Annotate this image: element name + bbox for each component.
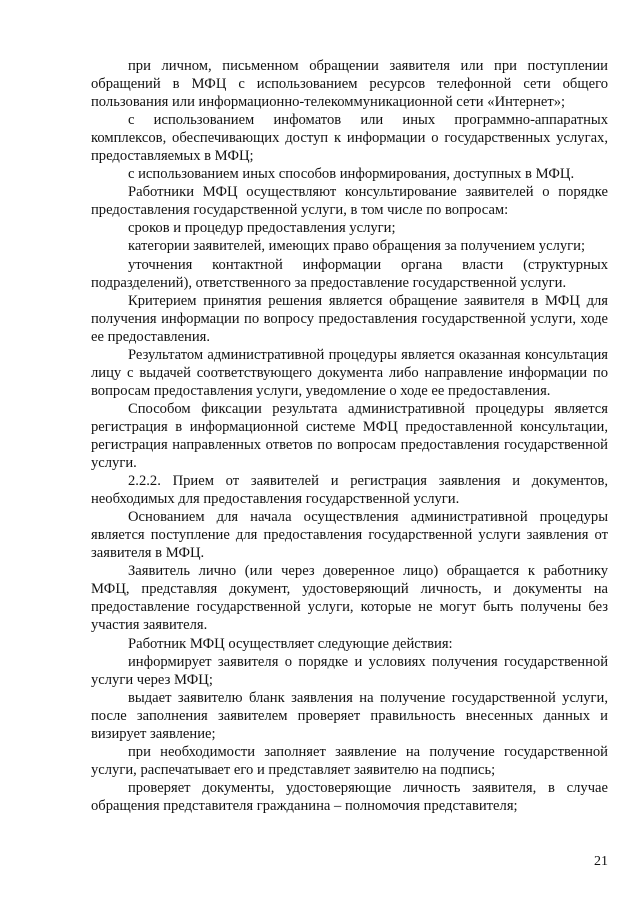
paragraph-informs-applicant: информирует заявителя о порядке и условиях получения государственной услуги через МФЦ;	[91, 653, 608, 688]
paragraph-inquiry-channels: при личном, письменном обращении заявителя или при поступлении обращений в МФЦ с использованием ресурсов телефонной сети общего пользования или информационно-телекоммуникационной сети «Интернет»;	[91, 58, 608, 111]
paragraph-issues-form: выдает заявителю бланк заявления на получение государственной услуги, после заполнения заявителем проверяет правильность внесенных данных и визирует заявление;	[91, 689, 608, 742]
document-body	[91, 57, 608, 815]
paragraph-applicant-submission: Заявитель лично (или через доверенное лицо) обращается к работнику МФЦ, представляя документ, удостоверяющий личность, и документы на предоставление государственной услуги, которые не могут быть получены без участия заявителя.	[91, 563, 608, 634]
section-heading-2-2-2: 2.2.2. Прием от заявителей и регистрация заявления и документов, необходимых для предоставления государственной услуги.	[91, 473, 608, 508]
paragraph-worker-actions: Работник МФЦ осуществляет следующие действия:	[128, 635, 453, 652]
paragraph-consulting: Работники МФЦ осуществляют консультирование заявителей о порядке предоставления государственной услуги, в том числе по вопросам:	[91, 184, 608, 219]
paragraph-fills-application: при необходимости заполняет заявление на получение государственной услуги, распечатывает его и представляет заявителю на подпись;	[91, 743, 608, 778]
paragraph-applicant-categories: категории заявителей, имеющих право обращения за получением услуги;	[128, 238, 586, 255]
paragraph-contact-info: уточнения контактной информации органа власти (структурных подразделений), ответственного за предоставление государственной услуги.	[91, 256, 608, 291]
paragraph-deadlines: сроков и процедур предоставления услуги;	[128, 220, 396, 237]
paragraph-checks-documents: проверяет документы, удостоверяющие личность заявителя, в случае обращения представителя гражданина – полномочия представителя;	[91, 779, 608, 814]
paragraph-result-recording: Способом фиксации результата административной процедуры является регистрация в информационной системе МФЦ предоставленной консультации, регистрация направленных ответов по вопросам предоставления государственной услуги.	[91, 400, 608, 472]
paragraph-decision-criterion: Критерием принятия решения является обращение заявителя в МФЦ для получения информации по вопросу предоставления государственной услуги, ходе ее предоставления.	[91, 292, 608, 345]
paragraph-procedure-basis: Основанием для начала осуществления административной процедуры является поступление для предоставления государственной услуги заявления от заявителя в МФЦ.	[91, 509, 608, 562]
page-number: 21	[594, 854, 608, 869]
paragraph-procedure-result: Результатом административной процедуры является оказанная консультация лицу с выдачей соответствующего документа либо направление информации по вопросам предоставления услуги, уведомление о ходе ее предоставления.	[91, 346, 608, 399]
paragraph-other-methods: с использованием иных способов информирования, доступных в МФЦ.	[128, 166, 575, 183]
paragraph-infomats: с использованием инфоматов или иных программно-аппаратных комплексов, обеспечивающих доступ к информации о государственных услугах, предоставляемых в МФЦ;	[91, 112, 608, 165]
